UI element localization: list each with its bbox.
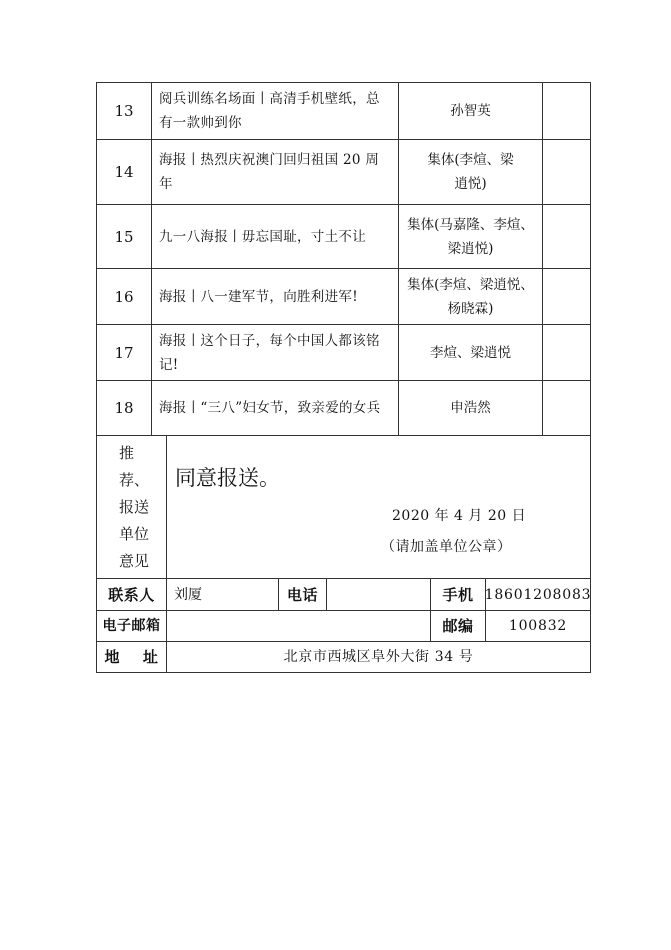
mobile-label: 手机 xyxy=(430,578,485,610)
row-18-author: 申浩然 xyxy=(398,380,542,435)
phone-value xyxy=(326,578,430,610)
recommend-date: 2020 年 4 月 20 日 xyxy=(392,508,527,524)
email-label: 电子邮箱 xyxy=(96,610,166,641)
email-value xyxy=(166,610,430,641)
row-17-number: 17 xyxy=(96,324,151,380)
row-15-author: 集体(马嘉隆、李煊、梁逍悦) xyxy=(398,204,542,268)
postcode-value: 100832 xyxy=(485,610,591,641)
recommend-label-cell xyxy=(96,435,166,578)
recommend-opinion-cell xyxy=(166,435,591,578)
recommend-opinion-text: 同意报送。 xyxy=(175,466,280,490)
row-14-title: 海报丨热烈庆祝澳门回归祖国 20 周年 xyxy=(151,139,398,204)
address-value: 北京市西城区阜外大街 34 号 xyxy=(166,641,591,673)
row-17-note xyxy=(542,324,591,380)
postcode-label: 邮编 xyxy=(430,610,485,641)
recommend-label: 推荐、报送单位意见 xyxy=(119,444,150,570)
row-14-note xyxy=(542,139,591,204)
recommend-seal-note: （请加盖单位公章） xyxy=(381,539,512,555)
row-18-title: 海报丨“三八”妇女节，致亲爱的女兵 xyxy=(151,380,398,435)
row-18-note xyxy=(542,380,591,435)
row-15-note xyxy=(542,204,591,268)
mobile-value: 18601208083 xyxy=(485,578,591,610)
row-15-title: 九一八海报丨毋忘国耻，寸土不让 xyxy=(151,204,398,268)
row-13-author: 孙智英 xyxy=(398,82,542,139)
contact-value: 刘厦 xyxy=(166,578,278,610)
row-17-author: 李煊、梁逍悦 xyxy=(398,324,542,380)
contact-label: 联系人 xyxy=(96,578,166,610)
address-label: 地 址 xyxy=(96,641,166,673)
row-18-number: 18 xyxy=(96,380,151,435)
row-16-title: 海报丨八一建军节，向胜利进军! xyxy=(151,268,398,324)
row-15-number: 15 xyxy=(96,204,151,268)
row-13-number: 13 xyxy=(96,82,151,139)
row-16-note xyxy=(542,268,591,324)
row-13-note xyxy=(542,82,591,139)
row-13-title: 阅兵训练名场面丨高清手机壁纸，总有一款帅到你 xyxy=(151,82,398,139)
row-17-title: 海报丨这个日子，每个中国人都该铭记! xyxy=(151,324,398,380)
phone-label: 电话 xyxy=(278,578,326,610)
row-16-number: 16 xyxy=(96,268,151,324)
row-14-author: 集体(李煊、梁逍悦) xyxy=(398,139,542,204)
row-14-number: 14 xyxy=(96,139,151,204)
row-16-author: 集体(李煊、梁逍悦、杨晓霖) xyxy=(398,268,542,324)
